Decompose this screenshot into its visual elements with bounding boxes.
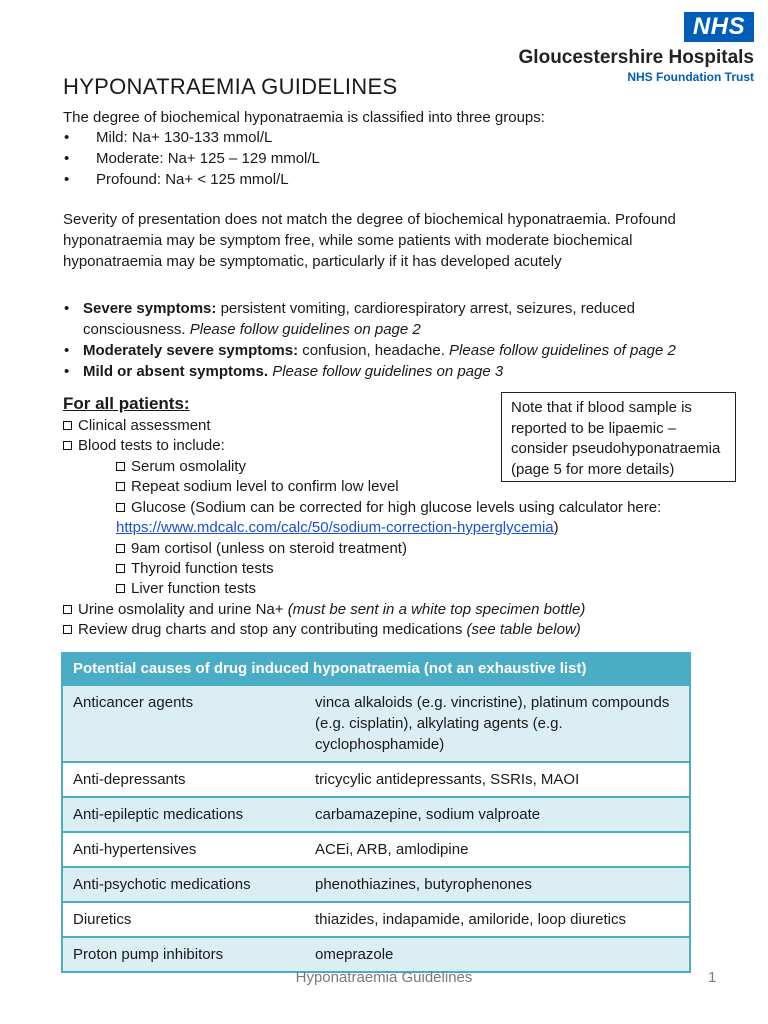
checkbox-icon: [116, 544, 125, 553]
table-row: [62, 937, 690, 972]
drug-examples-cell: ACEi, ARB, amlodipine: [305, 832, 690, 867]
table-row: [62, 685, 690, 762]
table-row: [62, 797, 690, 832]
severity-item-mild: • Mild: Na+ 130-133 mmol/L: [63, 128, 320, 149]
intro-text: The degree of biochemical hyponatraemia is classified into three groups:: [63, 109, 545, 126]
table-row: [62, 832, 690, 867]
trust-name: NHS Foundation Trust: [627, 70, 754, 84]
checklist-note: (see table below): [466, 621, 581, 638]
checklist-repeat-sodium: [116, 477, 399, 497]
checkbox-icon: [116, 482, 125, 491]
checklist-label: Repeat sodium level to confirm low level: [131, 478, 399, 495]
checkbox-icon: [116, 584, 125, 593]
checkbox-icon: [116, 462, 125, 471]
symptom-label: Moderately severe symptoms:: [83, 342, 299, 359]
checklist-label: Review drug charts and stop any contributing medications: [78, 621, 467, 638]
drug-class-cell: Anti-epileptic medications: [62, 797, 305, 832]
organisation-name: Gloucestershire Hospitals: [518, 47, 754, 68]
symptom-text: persistent vomiting, cardiorespiratory arrest, seizures, reduced consciousness.: [83, 300, 635, 338]
severity-paragraph: Severity of presentation does not match the degree of biochemical hyponatraemia. Profound hyponatraemia may be symptom free, while some patients with moderate biochemical hyponatraemia may be symptomatic, particularly if it has developed acutely: [63, 211, 676, 270]
checkbox-icon: [63, 421, 72, 430]
checklist-label: Serum osmolality: [131, 458, 247, 475]
all-patients-heading: For all patients:: [63, 394, 190, 413]
severity-item-profound: • Profound: Na+ < 125 mmol/L: [63, 170, 320, 191]
table-row: [62, 867, 690, 902]
drug-examples-cell: vinca alkaloids (e.g. vincristine), platinum compounds (e.g. cisplatin), alkylating agents (e.g. cyclophosphamide): [305, 685, 690, 762]
symptom-list: [63, 298, 703, 382]
nhs-logo-box: NHS: [684, 12, 754, 42]
drug-examples-cell: omeprazole: [305, 937, 690, 972]
checklist-liver: [116, 579, 256, 599]
symptom-label: Severe symptoms:: [83, 300, 217, 317]
checkbox-icon: [116, 564, 125, 573]
checklist-serum-osmolality: [116, 457, 246, 477]
checklist-label: Clinical assessment: [78, 417, 211, 434]
checklist-label: 9am cortisol (unless on steroid treatment): [131, 540, 407, 557]
checklist-clinical-assessment: [63, 416, 211, 436]
table-row: [62, 762, 690, 797]
symptom-guideline-ref: Please follow guidelines on page 2: [189, 321, 421, 338]
checklist-label: Glucose (Sodium can be corrected for high glucose levels using calculator here:: [131, 499, 662, 516]
drug-class-cell: Diuretics: [62, 902, 305, 937]
glucose-calculator-line: [116, 518, 559, 538]
drug-examples-cell: phenothiazines, butyrophenones: [305, 867, 690, 902]
drug-examples-cell: carbamazepine, sodium valproate: [305, 797, 690, 832]
checklist-review-drugs: [63, 620, 581, 640]
drug-class-cell: Anti-depressants: [62, 762, 305, 797]
symptom-item-moderately-severe: [63, 340, 703, 361]
checklist-blood-tests: [63, 436, 225, 456]
sodium-correction-link[interactable]: https://www.mdcalc.com/calc/50/sodium-correction-hyperglycemia: [116, 519, 554, 536]
lipaemic-note-box: Note that if blood sample is reported to be lipaemic – consider pseudohyponatraemia (page 5 for more details): [501, 392, 736, 482]
table-row: [62, 902, 690, 937]
checkbox-icon: [63, 605, 72, 614]
table-header: Potential causes of drug induced hyponatraemia (not an exhaustive list): [62, 653, 690, 685]
glucose-close-paren: ): [553, 519, 559, 536]
page-title: HYPONATRAEMIA GUIDELINES: [63, 74, 398, 99]
checklist-label: Urine osmolality and urine Na+: [78, 601, 288, 618]
symptom-item-severe: [63, 298, 703, 340]
checklist-thyroid: [116, 559, 274, 579]
nhs-logo: [504, 12, 754, 84]
checklist-label: Liver function tests: [131, 580, 257, 597]
checklist-glucose: [116, 498, 661, 518]
symptom-item-mild: [63, 361, 703, 382]
page-number: 1: [708, 969, 717, 986]
checklist-label: Blood tests to include:: [78, 437, 225, 454]
drug-class-cell: Anti-psychotic medications: [62, 867, 305, 902]
symptom-text: confusion, headache.: [298, 342, 450, 359]
checklist-cortisol: [116, 539, 407, 559]
drug-class-cell: Anticancer agents: [62, 685, 305, 762]
drug-examples-cell: thiazides, indapamide, amiloride, loop diuretics: [305, 902, 690, 937]
drug-class-cell: Anti-hypertensives: [62, 832, 305, 867]
symptom-label: Mild or absent symptoms.: [83, 363, 269, 380]
checkbox-icon: [63, 441, 72, 450]
checkbox-icon: [116, 503, 125, 512]
symptom-guideline-ref: Please follow guidelines of page 2: [449, 342, 676, 359]
drug-causes-table: [61, 652, 691, 973]
severity-item-moderate: • Moderate: Na+ 125 – 129 mmol/L: [63, 149, 320, 170]
page-footer: Hyponatraemia Guidelines: [295, 969, 473, 986]
drug-examples-cell: tricycylic antidepressants, SSRIs, MAOI: [305, 762, 690, 797]
symptom-guideline-ref: Please follow guidelines on page 3: [272, 363, 504, 380]
checklist-label: Thyroid function tests: [131, 560, 274, 577]
drug-class-cell: Proton pump inhibitors: [62, 937, 305, 972]
checklist-note: (must be sent in a white top specimen bottle): [287, 601, 586, 618]
checkbox-icon: [63, 625, 72, 634]
severity-list: [63, 128, 320, 191]
checklist-urine: [63, 600, 585, 620]
